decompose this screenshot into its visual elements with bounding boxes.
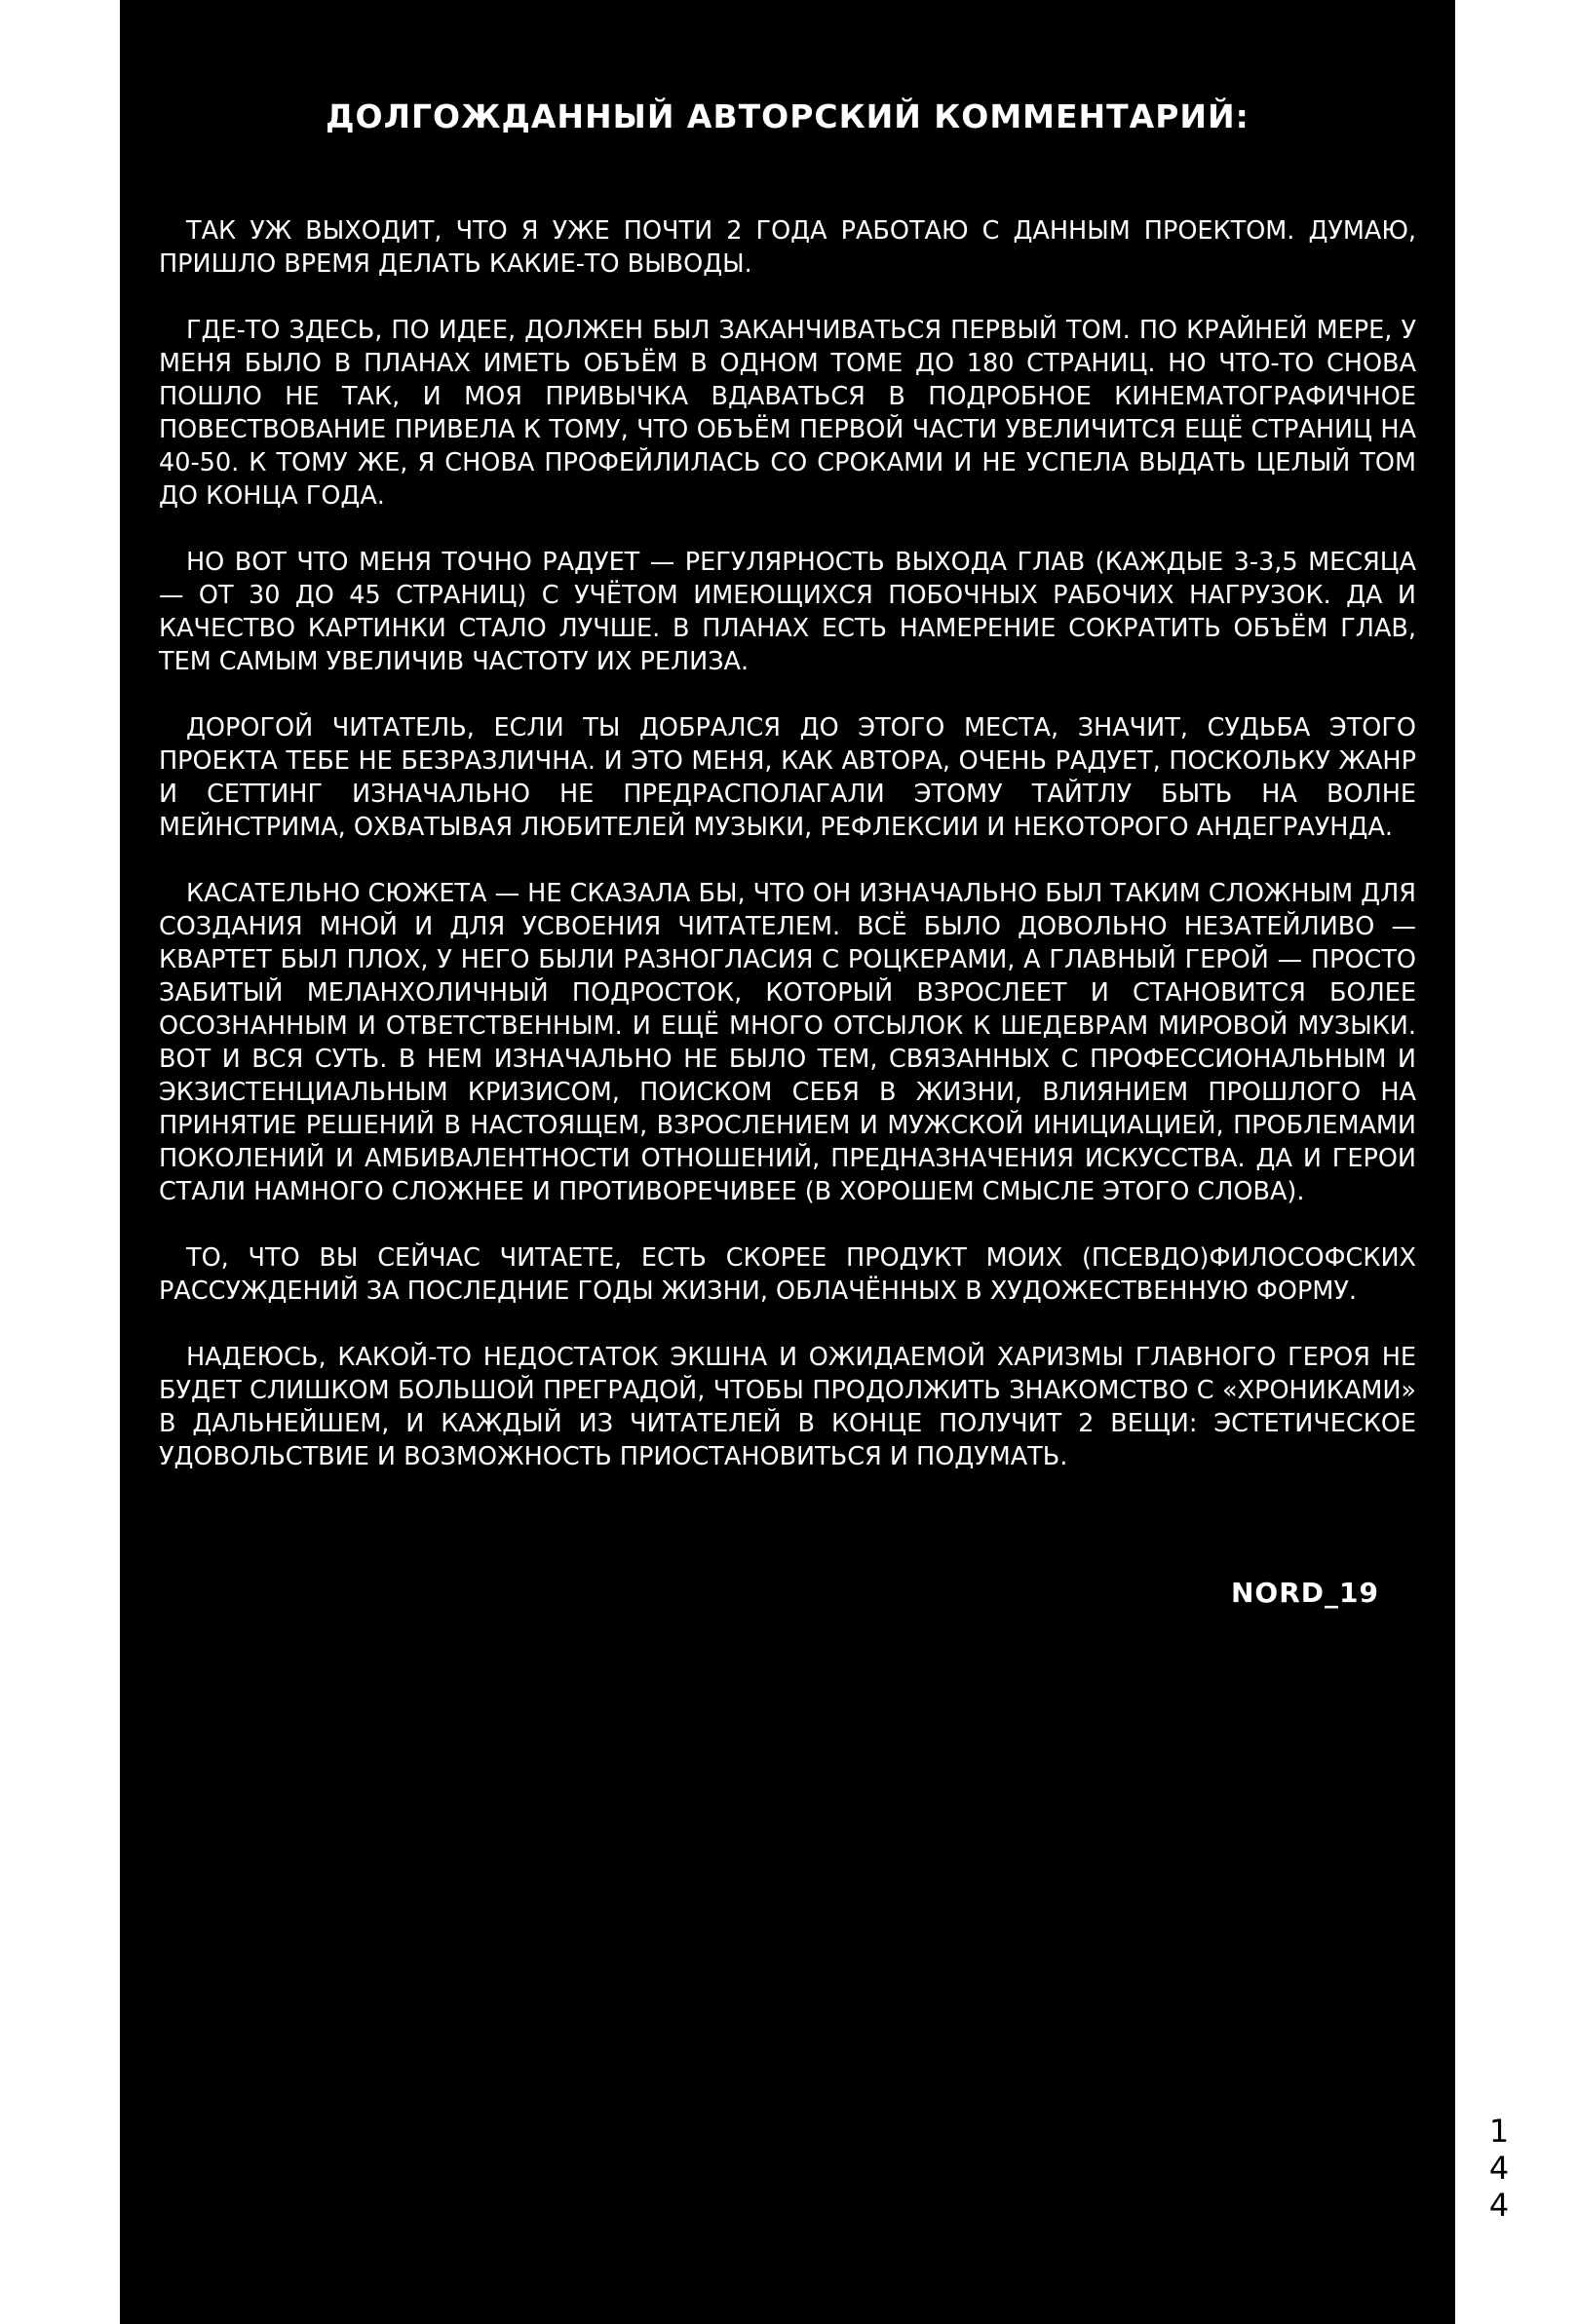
paragraph-5: КАСАТЕЛЬНО СЮЖЕТА — НЕ СКАЗАЛА БЫ, ЧТО ОН ИЗНАЧАЛЬНО БЫЛ ТАКИМ СЛОЖНЫМ ДЛЯ СОЗДАНИЯ МНОЙ И ДЛЯ УСВОЕНИЯ ЧИТАТЕЛЕМ. ВСЁ БЫЛО ДОВОЛЬНО НЕЗАТЕЙЛИВО — КВАРТЕТ БЫЛ ПЛОХ, У НЕГО БЫЛИ РАЗНОГЛАСИЯ С РОЦКЕРАМИ, А ГЛАВНЫЙ ГЕРОЙ — ПРОСТО ЗАБИТЫЙ МЕЛАНХОЛИЧНЫЙ ПОДРОСТОК, КОТОРЫЙ ВЗРОСЛЕЕТ И СТАНОВИТСЯ БОЛЕЕ ОСОЗНАННЫМ И ОТВЕТСТВЕННЫМ. И ЕЩЁ МНОГО ОТСЫЛОК К ШЕДЕВРАМ МИРОВОЙ МУЗЫКИ. ВОТ И ВСЯ СУТЬ. В НЕМ ИЗНАЧАЛЬНО НЕ БЫЛО ТЕМ, СВЯЗАННЫХ С ПРОФЕССИОНАЛЬНЫМ И ЭКЗИСТЕНЦИАЛЬНЫМ КРИЗИСОМ, ПОИСКОМ СЕБЯ В ЖИЗНИ, ВЛИЯНИЕМ ПРОШЛОГО НА ПРИНЯТИЕ РЕШЕНИЙ В НАСТОЯЩЕМ, ВЗРОСЛЕНИЕМ И МУЖСКОЙ ИНИЦИАЦИЕЙ, ПРОБЛЕМАМИ ПОКОЛЕНИЙ И АМБИВАЛЕНТНОСТИ ОТНОШЕНИЙ, ПРЕДНАЗНАЧЕНИЯ ИСКУССТВА. ДА И ГЕРОИ СТАЛИ НАМНОГО СЛОЖНЕЕ И ПРОТИВОРЕЧИВЕЕ (В ХОРОШЕМ СМЫСЛЕ ЭТОГО СЛОВА). bbox=[159, 879, 1416, 1206]
paragraph-6: ТО, ЧТО ВЫ СЕЙЧАС ЧИТАЕТЕ, ЕСТЬ СКОРЕЕ ПРОДУКТ МОИХ (ПСЕВДО)ФИЛОСОФСКИХ РАССУЖДЕНИЙ ЗА ПОСЛЕДНИЕ ГОДЫ ЖИЗНИ, ОБЛАЧЁННЫХ В ХУДОЖЕСТВЕННУЮ ФОРМУ. bbox=[159, 1243, 1416, 1306]
paragraph-1: ТАК УЖ ВЫХОДИТ, ЧТО Я УЖЕ ПОЧТИ 2 ГОДА РАБОТАЮ С ДАННЫМ ПРОЕКТОМ. ДУМАЮ, ПРИШЛО ВРЕМЯ ДЕЛАТЬ КАКИЕ-ТО ВЫВОДЫ. bbox=[159, 216, 1416, 279]
page-number: 144 bbox=[1488, 2113, 1510, 2224]
comment-panel bbox=[120, 0, 1455, 2324]
author-signature: NORD_19 bbox=[1231, 1577, 1380, 1609]
paragraph-7: НАДЕЮСЬ, КАКОЙ-ТО НЕДОСТАТОК ЭКШНА И ОЖИДАЕМОЙ ХАРИЗМЫ ГЛАВНОГО ГЕРОЯ НЕ БУДЕТ СЛИШКОМ БОЛЬШОЙ ПРЕГРАДОЙ, ЧТОБЫ ПРОДОЛЖИТЬ ЗНАКОМСТВО С «ХРОНИКАМИ» В ДАЛЬНЕЙШЕМ, И КАЖДЫЙ ИЗ ЧИТАТЕЛЕЙ В КОНЦЕ ПОЛУЧИТ 2 ВЕЩИ: ЭСТЕТИЧЕСКОЕ УДОВОЛЬСТВИЕ И ВОЗМОЖНОСТЬ ПРИОСТАНОВИТЬСЯ И ПОДУМАТЬ. bbox=[159, 1343, 1416, 1471]
paragraph-3: НО ВОТ ЧТО МЕНЯ ТОЧНО РАДУЕТ — РЕГУЛЯРНОСТЬ ВЫХОДА ГЛАВ (КАЖДЫЕ 3-3,5 МЕСЯЦА — ОТ 30 ДО 45 СТРАНИЦ) С УЧЁТОМ ИМЕЮЩИХСЯ ПОБОЧНЫХ РАБОЧИХ НАГРУЗОК. ДА И КАЧЕСТВО КАРТИНКИ СТАЛО ЛУЧШЕ. В ПЛАНАХ ЕСТЬ НАМЕРЕНИЕ СОКРАТИТЬ ОБЪЁМ ГЛАВ, ТЕМ САМЫМ УВЕЛИЧИВ ЧАСТОТУ ИХ РЕЛИЗА. bbox=[159, 548, 1416, 676]
page-title: ДОЛГОЖДАННЫЙ АВТОРСКИЙ КОММЕНТАРИЙ: bbox=[326, 97, 1250, 135]
paragraph-4: ДОРОГОЙ ЧИТАТЕЛЬ, ЕСЛИ ТЫ ДОБРАЛСЯ ДО ЭТОГО МЕСТА, ЗНАЧИТ, СУДЬБА ЭТОГО ПРОЕКТА ТЕБЕ НЕ БЕЗРАЗЛИЧНА. И ЭТО МЕНЯ, КАК АВТОРА, ОЧЕНЬ РАДУЕТ, ПОСКОЛЬКУ ЖАНР И СЕТТИНГ ИЗНАЧАЛЬНО НЕ ПРЕДРАСПОЛАГАЛИ ЭТОМУ ТАЙТЛУ БЫТЬ НА ВОЛНЕ МЕЙНСТРИМА, ОХВАТЫВАЯ ЛЮБИТЕЛЕЙ МУЗЫКИ, РЕФЛЕКСИИ И НЕКОТОРОГО АНДЕГРАУНДА. bbox=[159, 713, 1416, 842]
paragraph-2: ГДЕ-ТО ЗДЕСЬ, ПО ИДЕЕ, ДОЛЖЕН БЫЛ ЗАКАНЧИВАТЬСЯ ПЕРВЫЙ ТОМ. ПО КРАЙНЕЙ МЕРЕ, У МЕНЯ БЫЛО В ПЛАНАХ ИМЕТЬ ОБЪЁМ В ОДНОМ ТОМЕ ДО 180 СТРАНИЦ. НО ЧТО-ТО СНОВА ПОШЛО НЕ ТАК, И МОЯ ПРИВЫЧКА ВДАВАТЬСЯ В ПОДРОБНОЕ КИНЕМАТОГРАФИЧНОЕ ПОВЕСТВОВАНИЕ ПРИВЕЛА К ТОМУ, ЧТО ОБЪЁМ ПЕРВОЙ ЧАСТИ УВЕЛИЧИТСЯ ЕЩЁ СТРАНИЦ НА 40-50. К ТОМУ ЖЕ, Я СНОВА ПРОФЕЙЛИЛАСЬ СО СРОКАМИ И НЕ УСПЕЛА ВЫДАТЬ ЦЕЛЫЙ ТОМ ДО КОНЦА ГОДА. bbox=[159, 316, 1416, 511]
comment-body bbox=[159, 214, 1416, 1506]
